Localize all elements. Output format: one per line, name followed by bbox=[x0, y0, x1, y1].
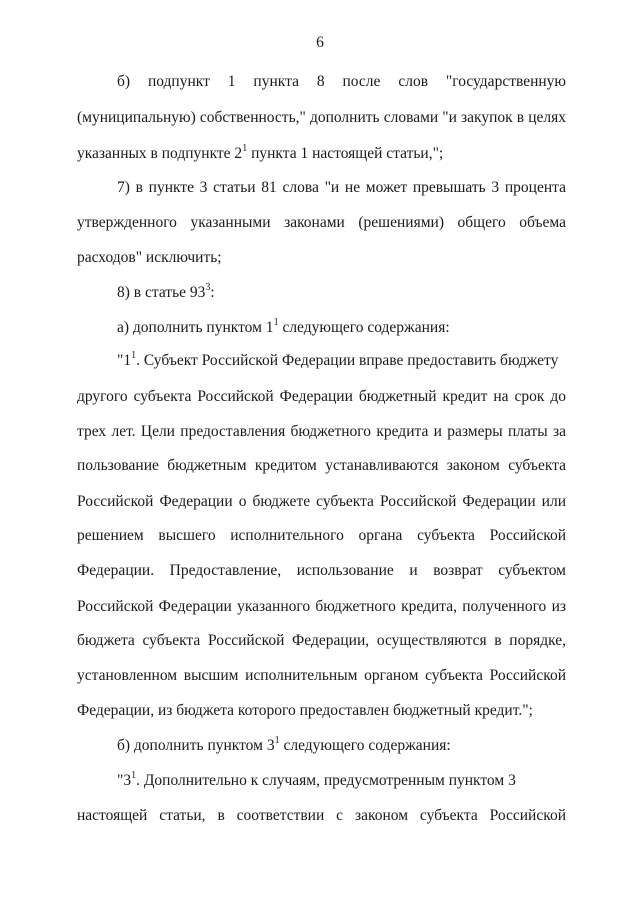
text-line: другого субъекта Российской Федерации бюджетный кредит на срок до bbox=[77, 388, 566, 405]
superscript: 1 bbox=[242, 142, 248, 154]
text-line bbox=[77, 283, 566, 303]
text-line: 7) в пункте 3 статьи 81 слова "и не может превышать 3 процента bbox=[117, 179, 566, 196]
page-number: 6 bbox=[316, 34, 324, 51]
text-line: утвержденного указанными законами (решениями) общего объема bbox=[77, 214, 566, 231]
text-line: (муниципальную) собственность," дополнить словами "и закупок в целях bbox=[77, 109, 566, 126]
text-line: Российской Федерации указанного бюджетного кредита, полученного из bbox=[77, 598, 566, 615]
text-line: Российской Федерации о бюджете субъекта Российской Федерации или bbox=[77, 493, 566, 510]
text-fragment: . Дополнительно к случаям, предусмотренным пунктом 3 bbox=[136, 772, 516, 789]
text-line: решением высшего исполнительного органа субъекта Российской bbox=[77, 527, 566, 544]
text-line bbox=[77, 318, 566, 338]
superscript: 1 bbox=[131, 769, 137, 781]
superscript: 1 bbox=[273, 316, 279, 328]
superscript: 1 bbox=[131, 349, 137, 361]
text-fragment: следующего содержания: bbox=[278, 319, 450, 336]
text-fragment: а) дополнить пунктом 1 bbox=[117, 319, 274, 336]
text-line: расходов" исключить; bbox=[77, 249, 222, 266]
text-fragment: : bbox=[210, 284, 215, 301]
text-line: трех лет. Цели предоставления бюджетного кредита и размеры платы за bbox=[77, 423, 566, 440]
text-line: установленном высшим исполнительным органом субъекта Российской bbox=[77, 667, 566, 684]
text-fragment: пункта 1 настоящей статьи,"; bbox=[247, 145, 444, 162]
text-fragment: указанных в подпункте 2 bbox=[77, 145, 243, 162]
text-fragment: следующего содержания: bbox=[279, 737, 451, 754]
text-line: б) подпункт 1 пункта 8 после слов "государственную bbox=[117, 73, 566, 90]
text-fragment: 8) в статье 93 bbox=[117, 284, 206, 301]
text-fragment: . Субъект Российской Федерации вправе предоставить бюджету bbox=[136, 352, 559, 369]
text-line: Федерации. Предоставление, использование и возврат субъектом bbox=[77, 562, 566, 579]
text-line: Федерации, из бюджета которого предоставлен бюджетный кредит."; bbox=[77, 702, 533, 719]
text-fragment: "3 bbox=[117, 772, 132, 789]
text-line: настоящей статьи, в соответствии с законом субъекта Российской bbox=[77, 807, 566, 824]
text-line bbox=[77, 736, 566, 756]
text-line: бюджета субъекта Российской Федерации, осуществляются в порядке, bbox=[77, 632, 566, 649]
text-line: пользование бюджетным кредитом устанавливаются законом субъекта bbox=[77, 457, 566, 474]
text-fragment: "1 bbox=[117, 352, 132, 369]
text-line bbox=[77, 144, 566, 164]
text-line bbox=[77, 771, 566, 791]
superscript: 1 bbox=[274, 734, 280, 746]
text-fragment: б) дополнить пунктом 3 bbox=[117, 737, 275, 754]
text-line bbox=[77, 351, 566, 371]
superscript: 3 bbox=[205, 281, 211, 293]
